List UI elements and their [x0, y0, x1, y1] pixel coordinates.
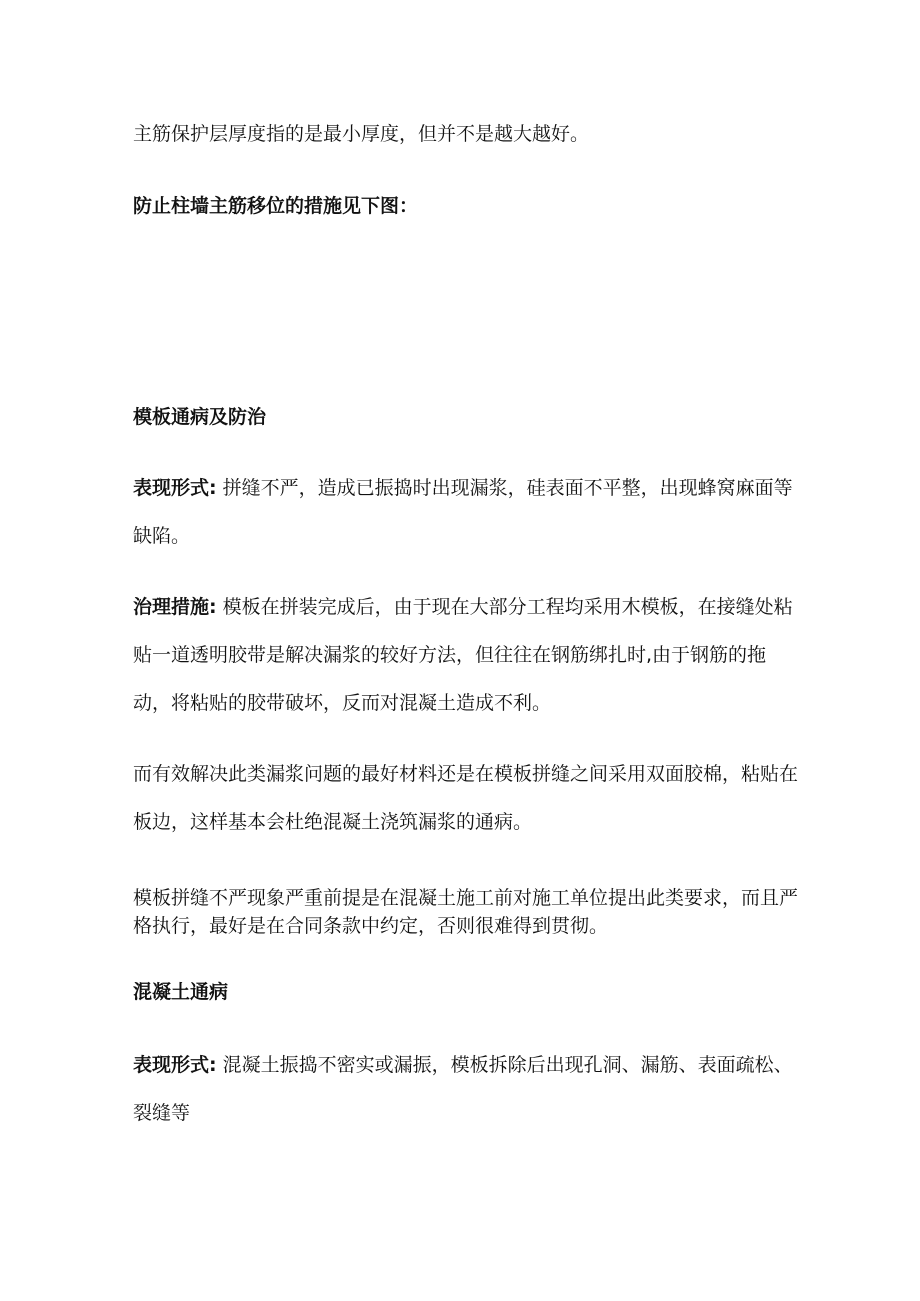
text-treatment: 模板在拼装完成后，由于现在大部分工程均采用木模板，在接缝处粘贴一道透明胶带是解决漏浆的较好方法，但往往在钢筋绑扎时,由于钢筋的拖动，将粘贴的胶带破坏，反而对混凝土造成不利。	[133, 596, 793, 714]
paragraph-formwork-treatment	[133, 583, 798, 727]
paragraph-cover-thickness: 主筋保护层厚度指的是最小厚度，但并不是越大越好。	[133, 123, 590, 145]
paragraph-double-sided-foam: 而有效解决此类漏浆问题的最好材料还是在模板拼缝之间采用双面胶棉，粘贴在板边，这样基本会杜绝混凝土浇筑漏浆的通病。	[133, 763, 799, 833]
label-treatment: 治理措施:	[133, 596, 217, 618]
paragraph-contract-requirement: 模板拼缝不严现象严重前提是在混凝土施工前对施工单位提出此类要求，而且严格执行，最好是在合同条款中约定，否则很难得到贯彻。	[133, 887, 799, 937]
text-concrete-symptoms: 混凝土振捣不密实或漏振，模板拆除后出现孔洞、漏筋、表面疏松、裂缝等	[133, 1054, 793, 1124]
figure-placeholder	[133, 235, 798, 385]
label-symptoms: 表现形式:	[133, 477, 217, 499]
heading-prevent-rebar-shift: 防止柱墙主筋移位的措施见下图：	[133, 195, 419, 217]
label-concrete-symptoms: 表现形式:	[133, 1054, 217, 1076]
heading-concrete-defects: 混凝土通病	[133, 981, 229, 1003]
paragraph-formwork-symptoms	[133, 464, 798, 560]
text-symptoms: 拼缝不严，造成已振捣时出现漏浆，硅表面不平整，出现蜂窝麻面等缺陷。	[133, 477, 793, 547]
heading-formwork-defects: 模板通病及防治	[133, 406, 267, 428]
paragraph-concrete-symptoms	[133, 1041, 798, 1137]
